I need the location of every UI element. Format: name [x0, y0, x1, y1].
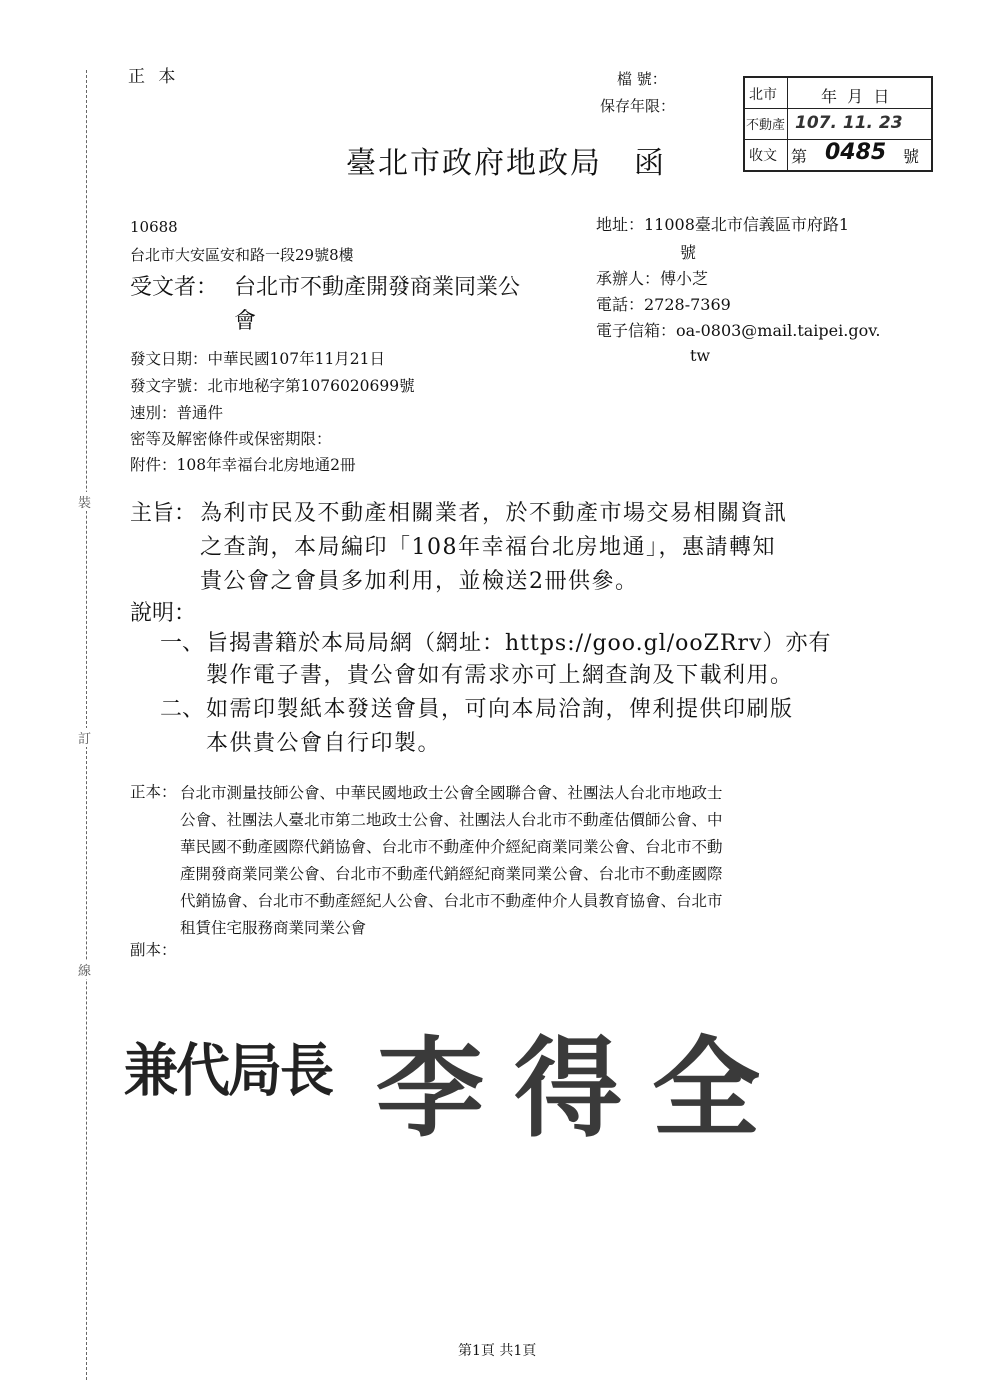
subject-line3: 貴公會之會員多加利用，並檢送2冊供參。: [200, 569, 639, 594]
cc-line: 台北市測量技師公會、中華民國地政士公會全國聯合會、社團法人台北市地政士: [180, 784, 723, 802]
cc-list: [180, 780, 723, 942]
binding-mark-ding: 訂: [78, 728, 91, 747]
explanation-item-1-line2: 製作電子書，貴公會如有需求亦可上網查詢及下載利用。: [206, 663, 794, 688]
page-footer: 第1頁 共1頁: [458, 1343, 537, 1359]
recipient-name-line1: 台北市不動產開發商業同業公: [234, 275, 521, 300]
sender-handler: 承辦人：傅小芝: [596, 269, 709, 288]
send-ref-no: 發文字號：北市地秘字第1076020699號: [130, 377, 415, 395]
file-no-label: 檔 號：: [617, 70, 667, 88]
receipt-stamp: [743, 76, 933, 172]
cc-line: 代銷協會、台北市不動產經紀人公會、台北市不動產仲介人員教育協會、台北市: [180, 892, 723, 910]
recipient-label: 受文者：: [130, 275, 219, 300]
sender-email-line1: 電子信箱：oa-0803@mail.taipei.gov.: [596, 321, 881, 340]
retention-label: 保存年限：: [600, 97, 676, 115]
sender-address-line1: 地址：11008臺北市信義區市府路1: [596, 215, 850, 234]
recipient-postal-code: 10688: [130, 218, 178, 236]
cc-line: 產開發商業同業公會、台北市不動產代銷經紀商業同業公會、台北市不動產國際: [180, 865, 723, 883]
stamp-date-label: 年 月 日: [821, 87, 890, 106]
copy-label: 正 本: [128, 67, 180, 87]
binding-mark-xian: 線: [78, 960, 91, 979]
send-date: 發文日期：中華民國107年11月21日: [130, 350, 386, 368]
subject-label: 主旨：: [130, 501, 197, 526]
explanation-item-2-line2: 本供貴公會自行印製。: [206, 731, 442, 756]
recipient-address: 台北市大安區安和路一段29號8樓: [130, 246, 354, 264]
explanation-item-1-line1: 旨揭書籍於本局局網（網址：https://goo.gl/ooZRrv）亦有: [206, 631, 832, 656]
explanation-item-2-line1: 如需印製紙本發送會員，可向本局洽詢，俾利提供印刷版: [206, 697, 794, 722]
subject-line1: 為利市民及不動產相關業者，於不動產市場交易相關資訊: [200, 501, 788, 526]
binding-mark-zhuang: 裝: [78, 492, 91, 511]
stamp-date-value: 107. 11. 23: [795, 113, 903, 133]
cc-label: 正本：: [130, 783, 177, 801]
explanation-item-2-num: 二、: [160, 697, 205, 722]
document-title: 臺北市政府地政局 函: [346, 146, 666, 181]
signature-name: 李得全: [376, 1026, 791, 1152]
copy2-label: 副本：: [130, 941, 177, 959]
stamp-number-suffix: 號: [903, 147, 920, 166]
attachment: 附件：108年幸福台北房地通2冊: [130, 456, 356, 474]
cc-line: 租賃住宅服務商業同業公會: [180, 919, 367, 937]
speed: 速別：普通件: [130, 404, 224, 422]
explanation-label: 說明：: [130, 601, 197, 626]
recipient-name-line2: 會: [234, 309, 257, 334]
sender-email-line2: tw: [690, 346, 711, 365]
signature-title: 兼代局長: [124, 1037, 332, 1104]
sender-address-line2: 號: [680, 243, 697, 262]
explanation-item-1-num: 一、: [160, 631, 205, 656]
stamp-received: 收文: [749, 148, 777, 164]
stamp-agency: 北市: [749, 87, 777, 103]
stamp-number-value: 0485: [825, 140, 887, 165]
binding-line: [86, 70, 87, 1380]
cc-line: 公會、社團法人臺北市第二地政士公會、社團法人台北市不動產估價師公會、中: [180, 811, 723, 829]
subject-line2: 之查詢，本局編印「108年幸福台北房地通」，惠請轉知: [200, 535, 776, 560]
secrecy: 密等及解密條件或保密期限：: [130, 430, 332, 448]
stamp-number-prefix: 第: [791, 147, 808, 166]
stamp-dept: 不動產: [746, 118, 786, 133]
sender-phone: 電話：2728-7369: [596, 295, 731, 314]
cc-line: 華民國不動產國際代銷協會、台北市不動產仲介經紀商業同業公會、台北市不動: [180, 838, 723, 856]
